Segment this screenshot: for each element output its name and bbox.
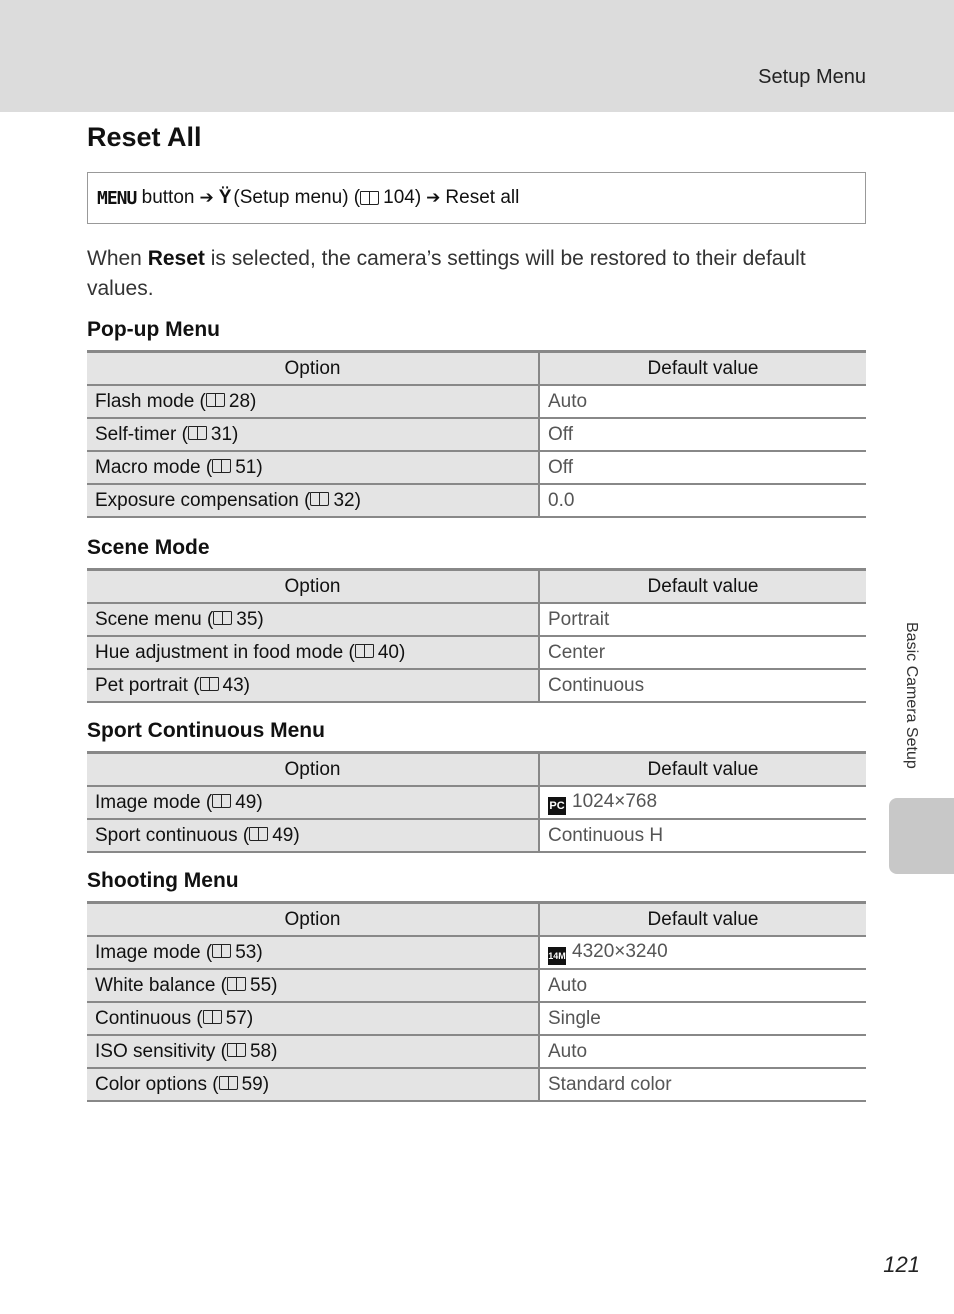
option-label: Self-timer ( xyxy=(95,423,188,445)
default-value: Off xyxy=(539,451,866,484)
book-icon xyxy=(206,393,226,408)
option-name xyxy=(87,484,539,517)
image-mode-pc-icon: PC xyxy=(548,797,566,815)
default-value: Portrait xyxy=(539,603,866,636)
book-icon xyxy=(310,492,330,507)
default-value: Off xyxy=(539,418,866,451)
page-ref: 58) xyxy=(249,1040,278,1062)
page-title: Reset All xyxy=(87,122,202,152)
table-row xyxy=(87,484,866,517)
option-label: Hue adjustment in food mode ( xyxy=(95,641,355,663)
option-name xyxy=(87,819,539,852)
nav-button-text: button xyxy=(141,187,195,208)
default-value: Continuous xyxy=(539,669,866,702)
table-header-row xyxy=(87,570,866,604)
default-value: Auto xyxy=(539,1035,866,1068)
book-icon xyxy=(219,1076,239,1091)
menu-button-icon: MENU xyxy=(97,187,137,209)
option-label: Image mode ( xyxy=(95,941,213,963)
option-name xyxy=(87,418,539,451)
option-label: Continuous ( xyxy=(95,1007,203,1029)
book-icon xyxy=(213,611,233,626)
side-tab-marker xyxy=(889,798,954,874)
section-heading-popup-menu: Pop-up Menu xyxy=(87,318,220,341)
intro-keyword: Reset xyxy=(147,247,205,270)
option-name xyxy=(87,1002,539,1035)
nav-setup-page: 104) xyxy=(383,187,422,208)
menu-navigation-path xyxy=(87,172,866,224)
column-header-default: Default value xyxy=(539,903,866,937)
value-text: 4320×3240 xyxy=(572,940,668,962)
intro-text: is selected, the camera’s settings will be restored to their default values. xyxy=(87,247,806,300)
default-value: Single xyxy=(539,1002,866,1035)
default-value: Standard color xyxy=(539,1068,866,1101)
book-icon xyxy=(200,677,220,692)
table-row xyxy=(87,1002,866,1035)
image-mode-14m-icon: 14M xyxy=(548,947,566,965)
option-label: Exposure compensation ( xyxy=(95,489,311,511)
option-name xyxy=(87,451,539,484)
book-icon xyxy=(212,794,232,809)
intro-paragraph xyxy=(87,244,847,304)
nav-destination: Reset all xyxy=(445,187,520,208)
option-name xyxy=(87,636,539,669)
section-heading-scene-mode: Scene Mode xyxy=(87,536,210,559)
table-row xyxy=(87,936,866,969)
page-ref: 51) xyxy=(235,456,263,478)
table-row xyxy=(87,418,866,451)
default-value: 0.0 xyxy=(539,484,866,517)
table-row xyxy=(87,669,866,702)
page-number: 121 xyxy=(883,1252,920,1277)
header-band xyxy=(0,0,954,112)
option-name xyxy=(87,669,539,702)
value-text: 1024×768 xyxy=(572,790,658,812)
option-label: Flash mode ( xyxy=(95,390,206,412)
page-ref: 31) xyxy=(210,423,239,445)
column-header-option: Option xyxy=(87,570,539,604)
scene-mode-table xyxy=(87,568,866,703)
book-icon xyxy=(355,644,375,659)
default-value: Auto xyxy=(539,969,866,1002)
column-header-option: Option xyxy=(87,903,539,937)
table-row xyxy=(87,636,866,669)
option-name xyxy=(87,969,539,1002)
option-name xyxy=(87,603,539,636)
table-row xyxy=(87,603,866,636)
book-icon xyxy=(227,977,247,992)
column-header-default: Default value xyxy=(539,352,866,386)
option-name xyxy=(87,936,539,969)
table-header-row xyxy=(87,903,866,937)
column-header-option: Option xyxy=(87,753,539,787)
option-name xyxy=(87,786,539,819)
table-header-row xyxy=(87,753,866,787)
page-ref: 59) xyxy=(241,1073,270,1095)
book-icon xyxy=(203,1010,223,1025)
book-icon xyxy=(188,426,208,441)
table-row xyxy=(87,385,866,418)
option-label: Color options ( xyxy=(95,1073,219,1095)
book-icon xyxy=(212,944,232,959)
option-label: White balance ( xyxy=(95,974,228,996)
option-label: Macro mode ( xyxy=(95,456,213,478)
page-ref: 49) xyxy=(235,791,263,813)
option-label: Image mode ( xyxy=(95,791,213,813)
column-header-option: Option xyxy=(87,352,539,386)
book-icon xyxy=(227,1043,247,1058)
table-row xyxy=(87,451,866,484)
page-ref: 49) xyxy=(272,824,300,846)
page-ref: 53) xyxy=(235,941,263,963)
section-heading-sport-continuous-menu: Sport Continuous Menu xyxy=(87,719,325,742)
book-icon xyxy=(212,459,232,474)
column-header-default: Default value xyxy=(539,753,866,787)
page-ref: 40) xyxy=(377,641,406,663)
book-icon xyxy=(360,191,380,206)
page-ref: 43) xyxy=(222,674,251,696)
default-value xyxy=(539,936,866,969)
sport-continuous-table xyxy=(87,751,866,853)
table-row xyxy=(87,1035,866,1068)
table-row xyxy=(87,969,866,1002)
intro-text: When xyxy=(87,247,148,270)
arrow-right-icon: ➔ xyxy=(426,188,441,207)
table-row xyxy=(87,786,866,819)
page-ref: 35) xyxy=(236,608,264,630)
shooting-menu-table xyxy=(87,901,866,1102)
option-label: Scene menu ( xyxy=(95,608,214,630)
popup-menu-table xyxy=(87,350,866,518)
option-label: Pet portrait ( xyxy=(95,674,200,696)
page-ref: 32) xyxy=(333,489,361,511)
book-icon xyxy=(249,827,269,842)
wrench-icon: Ÿ xyxy=(218,187,232,208)
option-name xyxy=(87,1035,539,1068)
default-value: Center xyxy=(539,636,866,669)
option-name xyxy=(87,1068,539,1101)
default-value: Continuous H xyxy=(539,819,866,852)
side-tab-label: Basic Camera Setup xyxy=(903,622,920,769)
page-ref: 55) xyxy=(250,974,278,996)
column-header-default: Default value xyxy=(539,570,866,604)
option-label: Sport continuous ( xyxy=(95,824,250,846)
arrow-right-icon: ➔ xyxy=(199,188,214,207)
default-value xyxy=(539,786,866,819)
default-value: Auto xyxy=(539,385,866,418)
nav-setup-text: (Setup menu) ( xyxy=(233,187,361,208)
section-heading-shooting-menu: Shooting Menu xyxy=(87,869,239,892)
option-name xyxy=(87,385,539,418)
table-row xyxy=(87,819,866,852)
table-row xyxy=(87,1068,866,1101)
page-ref: 57) xyxy=(225,1007,254,1029)
section-label: Setup Menu xyxy=(758,66,866,88)
option-label: ISO sensitivity ( xyxy=(95,1040,227,1062)
table-header-row xyxy=(87,352,866,386)
page-ref: 28) xyxy=(228,390,257,412)
